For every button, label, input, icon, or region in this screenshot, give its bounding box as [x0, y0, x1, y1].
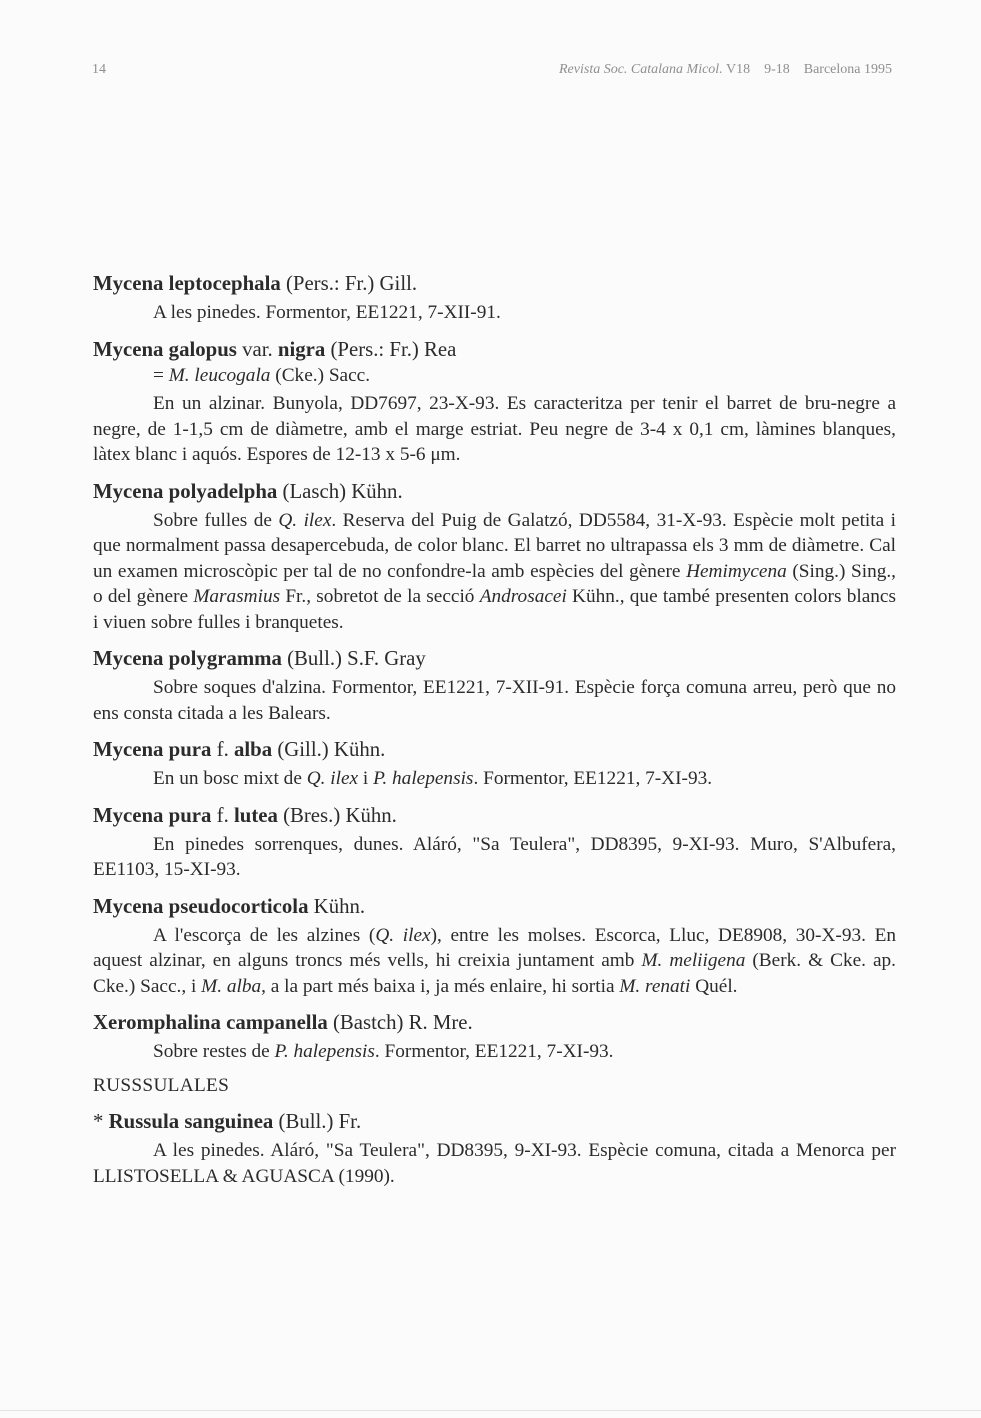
- species-heading: Xeromphalina campanella (Bastch) R. Mre.: [93, 1011, 473, 1034]
- species-description: A l'escorça de les alzines (Q. ilex), entre les molses. Escorca, Lluc, DE8908, 30-X-93. En aquest alzinar, en alguns troncs més vells, hi creixia juntament amb M. meliigena (Berk. & Cke. ap. Cke.) Sacc., i M. alba, a la part més baixa i, ja més enlaire, hi sortia M. renati Quél.: [93, 924, 896, 997]
- species-entry: [93, 802, 896, 883]
- order-heading: RUSSSULALES: [93, 1074, 230, 1096]
- species-entry: [93, 336, 896, 468]
- species-heading: Mycena leptocephala (Pers.: Fr.) Gill.: [93, 272, 418, 295]
- species-entry: [93, 270, 896, 326]
- species-list: [93, 270, 896, 1189]
- species-description: En un bosc mixt de Q. ilex i P. halepensis. Formentor, EE1221, 7-XI-93.: [153, 768, 713, 789]
- species-description: A les pinedes. Formentor, EE1221, 7-XII-91.: [153, 302, 501, 323]
- journal-place-year: Barcelona 1995: [803, 62, 892, 77]
- species-heading: Mycena galopus var. nigra (Pers.: Fr.) Rea: [93, 337, 457, 361]
- species-description: Sobre soques d'alzina. Formentor, EE1221, 7-XII-91. Espècie força comuna arreu, però que no ens consta citada a les Balears.: [93, 677, 896, 724]
- species-heading: Mycena pseudocorticola Kühn.: [93, 894, 366, 918]
- species-description: En un alzinar. Bunyola, DD7697, 23-X-93. Es caracteritza per tenir el barret de bru-negre a negre, de 1-1,5 cm de diàmetre, amb el marge estriat. Peu negre de 3-4 x 0,1 cm, làmines blanques, làtex blanc i aquós. Espores de 12-13 x 5-6 μm.: [93, 393, 896, 465]
- species-description: En pinedes sorrenques, dunes. Aláró, "Sa Teulera", DD8395, 9-XI-93. Muro, S'Albufera, EE1103, 15-XI-93.: [93, 833, 896, 880]
- journal-name: Revista Soc. Catalana Micol.: [559, 62, 723, 77]
- species-description: Sobre restes de P. halepensis. Formentor, EE1221, 7-XI-93.: [153, 1041, 614, 1062]
- species-heading: * Russula sanguinea (Bull.) Fr.: [93, 1110, 362, 1133]
- species-entry: [93, 1108, 896, 1189]
- running-head: [92, 62, 892, 86]
- species-entry: [93, 645, 896, 726]
- species-heading: Mycena polyadelpha (Lasch) Kühn.: [93, 479, 403, 503]
- species-heading: Mycena polygramma (Bull.) S.F. Gray: [93, 647, 426, 670]
- species-entry: [93, 1009, 896, 1065]
- journal-reference: [559, 62, 892, 78]
- journal-pages: 9-18: [764, 62, 790, 77]
- species-synonym: = M. leucogala (Cke.) Sacc.: [153, 364, 371, 386]
- species-entry: [93, 893, 896, 1000]
- species-heading: Mycena pura f. alba (Gill.) Kühn.: [93, 738, 386, 761]
- new-record-marker: *: [93, 1110, 109, 1133]
- species-entry: [93, 478, 896, 636]
- species-description: Sobre fulles de Q. ilex. Reserva del Puig de Galatzó, DD5584, 31-X-93. Espècie molt petita i que normalment passa desapercebuda, de color blanc. El barret no ultrapassa els 3 mm de diàmetre. Cal un examen microscòpic per tal de no confondre-la amb espècies del gènere Hemimycena (Sing.) Sing., o del gènere Marasmius Fr., sobretot de la secció Androsacei Kühn., que també presenten colors blancs i viuen sobre fulles i branquetes.: [93, 509, 897, 633]
- species-entry: [93, 736, 896, 792]
- page-bottom-edge: [0, 1410, 981, 1411]
- species-heading: Mycena pura f. lutea (Bres.) Kühn.: [93, 803, 397, 827]
- page-number: 14: [92, 62, 106, 77]
- species-description: A les pinedes. Aláró, "Sa Teulera", DD8395, 9-XI-93. Espècie comuna, citada a Menorca per LLISTOSELLA & AGUASCA (1990).: [93, 1140, 896, 1187]
- journal-volume: V18: [725, 62, 751, 77]
